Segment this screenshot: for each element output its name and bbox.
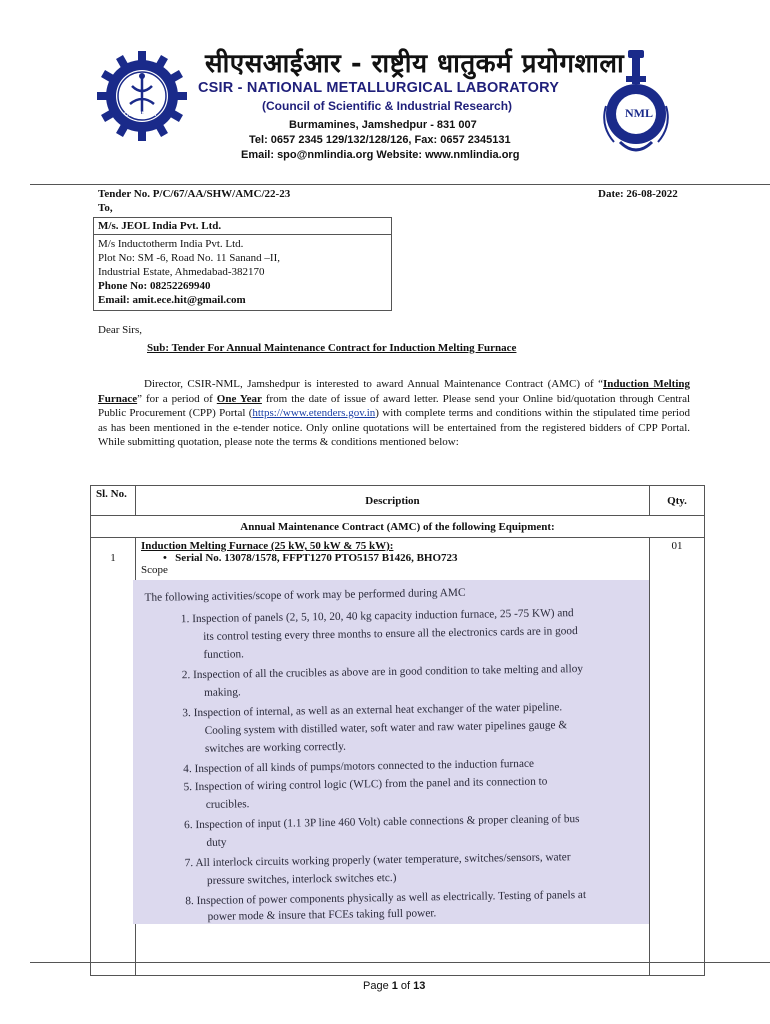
- org-email-web: Email: spo@nmlindia.org Website: www.nmlindia.org: [241, 149, 520, 161]
- page-of: of: [397, 980, 414, 992]
- recipient-primary: M/s. JEOL India Pvt. Ltd.: [94, 218, 391, 235]
- scan-line: making.: [203, 686, 241, 699]
- section-title: Annual Maintenance Contract (AMC) of the following Equipment:: [91, 516, 705, 538]
- recipient-line: Plot No: SM -6, Road No. 11 Sanand –II,: [98, 252, 281, 264]
- page-prefix: Page: [363, 980, 392, 992]
- tender-number: Tender No. P/C/67/AA/SHW/AMC/22-23: [98, 188, 291, 200]
- scan-line: crucibles.: [205, 798, 250, 811]
- recipient-line: M/s Inductotherm India Pvt. Ltd.: [98, 238, 244, 250]
- para-period: One Year: [216, 392, 262, 405]
- scan-line: Cooling system with distilled water, soft water and raw water pipelines gauge &: [204, 719, 568, 737]
- scan-line: 8. Inspection of power components physically as well as electrically. Testing of panels at: [185, 888, 587, 908]
- recipient-phone: Phone No: 08252269940: [98, 280, 211, 292]
- scope-scan-image: [133, 580, 649, 924]
- council-name: (Council of Scientific & Industrial Research): [262, 99, 513, 113]
- page-total: 13: [413, 980, 426, 992]
- scan-line: switches are working correctly.: [204, 740, 347, 755]
- scan-line: pressure switches, interlock switches etc.): [206, 871, 397, 887]
- footer-divider: [30, 962, 770, 963]
- scan-line: function.: [203, 648, 245, 661]
- csir-emblem-icon: [92, 46, 192, 146]
- scan-line: power mode & insure that FCEs taking full power.: [207, 907, 437, 923]
- para-text: from the date of issue of award letter. Please send your Online bid/quotation through Central Public Procurement (CPP) Portal (: [98, 392, 691, 419]
- row-qty: 01: [650, 538, 705, 976]
- org-address: Burmamines, Jamshedpur - 831 007: [289, 119, 477, 131]
- scan-line: 3. Inspection of internal, as well as an external heat exchanger of the water pipeline.: [182, 701, 563, 720]
- scan-line: 5. Inspection of wiring control logic (WLC) from the panel and its connection to: [183, 775, 548, 794]
- page-number: [363, 980, 425, 992]
- scan-line: 6. Inspection of input (1.1 3P line 460 Volt) cable connections & proper cleaning of bus: [184, 813, 580, 832]
- org-name: CSIR - NATIONAL METALLURGICAL LABORATORY: [198, 80, 560, 96]
- recipient-line: Industrial Estate, Ahmedabad-382170: [98, 266, 265, 278]
- body-paragraph: [98, 377, 690, 450]
- col-header-sl: Sl. No.: [91, 486, 136, 516]
- bullet-icon: •: [163, 552, 176, 564]
- scan-line: 7. All interlock circuits working properly (water temperature, switches/sensors, water: [184, 851, 571, 870]
- scan-line: 4. Inspection of all kinds of pumps/motors connected to the induction furnace: [183, 757, 535, 776]
- csir-logo-text: CSIR INDIA: [124, 112, 157, 118]
- to-label: To,: [98, 202, 113, 214]
- nml-logo-text: NML: [625, 106, 653, 120]
- subject-line: Sub: Tender For Annual Maintenance Contract for Induction Melting Furnace: [147, 342, 517, 354]
- serial-line: [141, 552, 644, 564]
- col-header-description: Description: [136, 486, 650, 516]
- scan-line: 1. Inspection of panels (2, 5, 10, 20, 40 kg capacity induction furnace, 25 -75 KW) and: [180, 607, 574, 626]
- scan-line: duty: [206, 836, 227, 849]
- letter-date: Date: 26-08-2022: [598, 188, 678, 200]
- scan-line: its control testing every three months to ensure all the electronics cards are in good: [203, 625, 578, 643]
- para-item: Induction Melting Furnace: [98, 378, 690, 405]
- header-divider: [30, 184, 770, 185]
- para-text: Director, CSIR-NML, Jamshedpur is interested to award Annual Maintenance Contract (AMC) of “: [144, 378, 603, 390]
- hindi-title: सीएसआईआर - राष्ट्रीय धातुकर्म प्रयोगशाला: [205, 49, 625, 79]
- scan-intro: The following activities/scope of work may be performed during AMC: [144, 586, 466, 604]
- row-sl: 1: [91, 538, 136, 976]
- etenders-link[interactable]: https://www.etenders.gov.in: [252, 407, 376, 419]
- para-text: ) with complete terms and conditions within the stipulated time period as has been mentioned in the e-tender notice. Only online quotations will be entertained from the registered bidders of CPP Portal. While submitting quotation, please note the terms & conditions mentioned below:: [98, 407, 690, 448]
- recipient-email: Email: amit.ece.hit@gmail.com: [98, 294, 246, 306]
- org-phone-fax: Tel: 0657 2345 129/132/128/126, Fax: 0657 2345131: [249, 134, 511, 146]
- page-current: 1: [391, 980, 398, 992]
- item-title: Induction Melting Furnace (25 kW, 50 kW & 75 kW):: [141, 540, 394, 552]
- scan-line: 2. Inspection of all the crucibles as above are in good condition to take melting and alloy: [181, 662, 584, 682]
- scope-label: Scope: [141, 564, 168, 576]
- col-header-qty: Qty.: [650, 486, 705, 516]
- salutation: Dear Sirs,: [98, 324, 142, 336]
- serial-text: Serial No. 13078/1578, FFPT1270 PTO5157 B1426, BHO723: [175, 552, 458, 564]
- recipient-box: [93, 217, 392, 311]
- para-text: ” for a period of: [137, 392, 217, 405]
